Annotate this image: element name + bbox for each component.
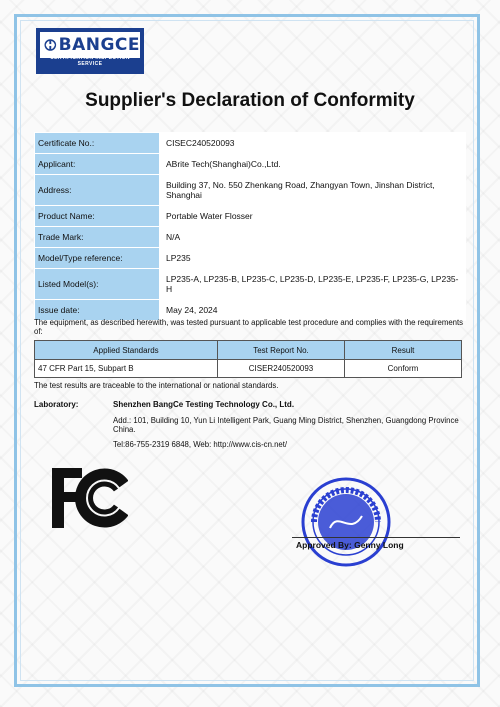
info-row bbox=[35, 227, 466, 248]
info-label: Address: bbox=[35, 175, 160, 206]
fcc-logo-icon bbox=[48, 464, 128, 532]
bangce-emblem-icon bbox=[44, 36, 57, 54]
info-value: N/A bbox=[160, 227, 466, 248]
info-row bbox=[35, 133, 466, 154]
table-row bbox=[35, 360, 462, 378]
signature-line bbox=[292, 537, 460, 538]
laboratory-name: Shenzhen BangCe Testing Technology Co., Ltd. bbox=[113, 400, 295, 409]
column-header: Result bbox=[345, 341, 462, 360]
standard-cell: 47 CFR Part 15, Subpart B bbox=[35, 360, 218, 378]
info-label: Product Name: bbox=[35, 206, 160, 227]
info-row bbox=[35, 206, 466, 227]
info-value: LP235-A, LP235-B, LP235-C, LP235-D, LP235-E, LP235-F, LP235-G, LP235-H bbox=[160, 269, 466, 300]
info-label: Listed Model(s): bbox=[35, 269, 160, 300]
report-number-cell: CISER240520093 bbox=[218, 360, 345, 378]
info-row bbox=[35, 269, 466, 300]
info-value: ABrite Tech(Shanghai)Co.,Ltd. bbox=[160, 154, 466, 175]
info-row bbox=[35, 154, 466, 175]
info-label: Applicant: bbox=[35, 154, 160, 175]
info-label: Certificate No.: bbox=[35, 133, 160, 154]
compliance-statement: The equipment, as described herewith, was tested pursuant to applicable test procedure and complies with the requirements of: bbox=[34, 318, 464, 336]
logo-subtitle: CERTIFICATION INSPECTION SERVICE bbox=[50, 55, 130, 67]
column-header: Applied Standards bbox=[35, 341, 218, 360]
certificate-info-table bbox=[34, 132, 466, 321]
standards-header-row bbox=[35, 341, 462, 360]
document-title: Supplier's Declaration of Conformity bbox=[85, 90, 415, 111]
info-value: Building 37, No. 550 Zhenkang Road, Zhangyan Town, Jinshan District, Shanghai bbox=[160, 175, 466, 206]
laboratory-label: Laboratory: bbox=[34, 400, 79, 409]
info-value: CISEC240520093 bbox=[160, 133, 466, 154]
standards-table bbox=[34, 340, 462, 378]
logo-name: BANGCE bbox=[58, 35, 140, 55]
info-row bbox=[35, 248, 466, 269]
info-row bbox=[35, 175, 466, 206]
info-value: Portable Water Flosser bbox=[160, 206, 466, 227]
laboratory-contact: Tel:86-755-2319 6848, Web: http://www.cis-cn.net/ bbox=[113, 440, 288, 449]
info-label: Trade Mark: bbox=[35, 227, 160, 248]
inspection-seal-icon bbox=[300, 476, 392, 568]
info-value: LP235 bbox=[160, 248, 466, 269]
info-value: May 24, 2024 bbox=[160, 300, 466, 321]
info-label: Issue date: bbox=[35, 300, 160, 321]
bangce-logo bbox=[36, 28, 144, 74]
approved-by: Approved By: Genny Long bbox=[296, 540, 404, 550]
traceability-note: The test results are traceable to the international or national standards. bbox=[34, 381, 279, 390]
info-label: Model/Type reference: bbox=[35, 248, 160, 269]
column-header: Test Report No. bbox=[218, 341, 345, 360]
result-cell: Conform bbox=[345, 360, 462, 378]
laboratory-address: Add.: 101, Building 10, Yun Li Intelligent Park, Guang Ming District, Shenzhen, Guangdong Province China. bbox=[113, 416, 459, 434]
